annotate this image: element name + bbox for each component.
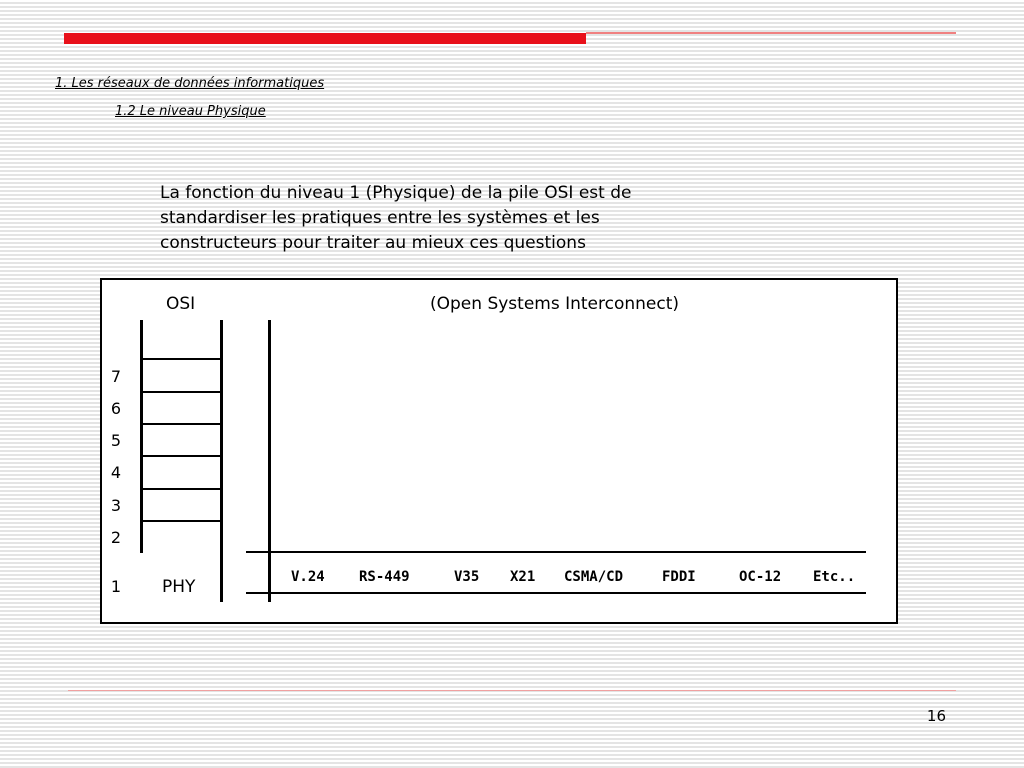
stack-left-rail xyxy=(140,320,143,553)
stack-rung xyxy=(140,455,223,457)
footer-line xyxy=(68,690,956,691)
osi-full-name: (Open Systems Interconnect) xyxy=(430,294,680,314)
stack-rung xyxy=(140,358,223,360)
stack-rung xyxy=(140,423,223,425)
protocol-item: Etc.. xyxy=(813,569,856,585)
osi-label: OSI xyxy=(166,294,196,314)
protocol-item: CSMA/CD xyxy=(564,569,624,585)
layer-number-7: 7 xyxy=(110,367,122,386)
subsection-title: 1.2 Le niveau Physique xyxy=(115,104,266,119)
phy-band-bottom xyxy=(246,592,866,594)
stack-rung xyxy=(140,488,223,490)
phy-band-top xyxy=(246,551,866,553)
divider-line xyxy=(268,320,271,602)
protocol-item: X21 xyxy=(510,569,536,585)
header-accent-bar xyxy=(64,33,586,44)
intro-paragraph: La fonction du niveau 1 (Physique) de la pile OSI est de standardiser les pratiques entre les systèmes et les constructeurs pour traiter au mieux ces questions xyxy=(160,183,632,253)
layer-number-2: 2 xyxy=(110,528,122,547)
protocol-item: RS-449 xyxy=(359,569,410,585)
page-number: 16 xyxy=(926,707,946,725)
stack-rung xyxy=(140,520,223,522)
stack-rung xyxy=(140,391,223,393)
layer-number-6: 6 xyxy=(110,399,122,418)
stack-right-rail xyxy=(220,320,223,602)
header-accent-line xyxy=(586,32,956,34)
phy-label: PHY xyxy=(162,577,196,597)
protocol-item: FDDI xyxy=(662,569,696,585)
protocol-item: V.24 xyxy=(291,569,325,585)
layer-number-3: 3 xyxy=(110,496,122,515)
section-title: 1. Les réseaux de données informatiques xyxy=(55,76,325,91)
protocol-item: OC-12 xyxy=(739,569,782,585)
layer-number-5: 5 xyxy=(110,431,122,450)
protocol-item: V35 xyxy=(454,569,480,585)
layer-number-1: 1 xyxy=(110,577,122,596)
layer-number-4: 4 xyxy=(110,463,122,482)
